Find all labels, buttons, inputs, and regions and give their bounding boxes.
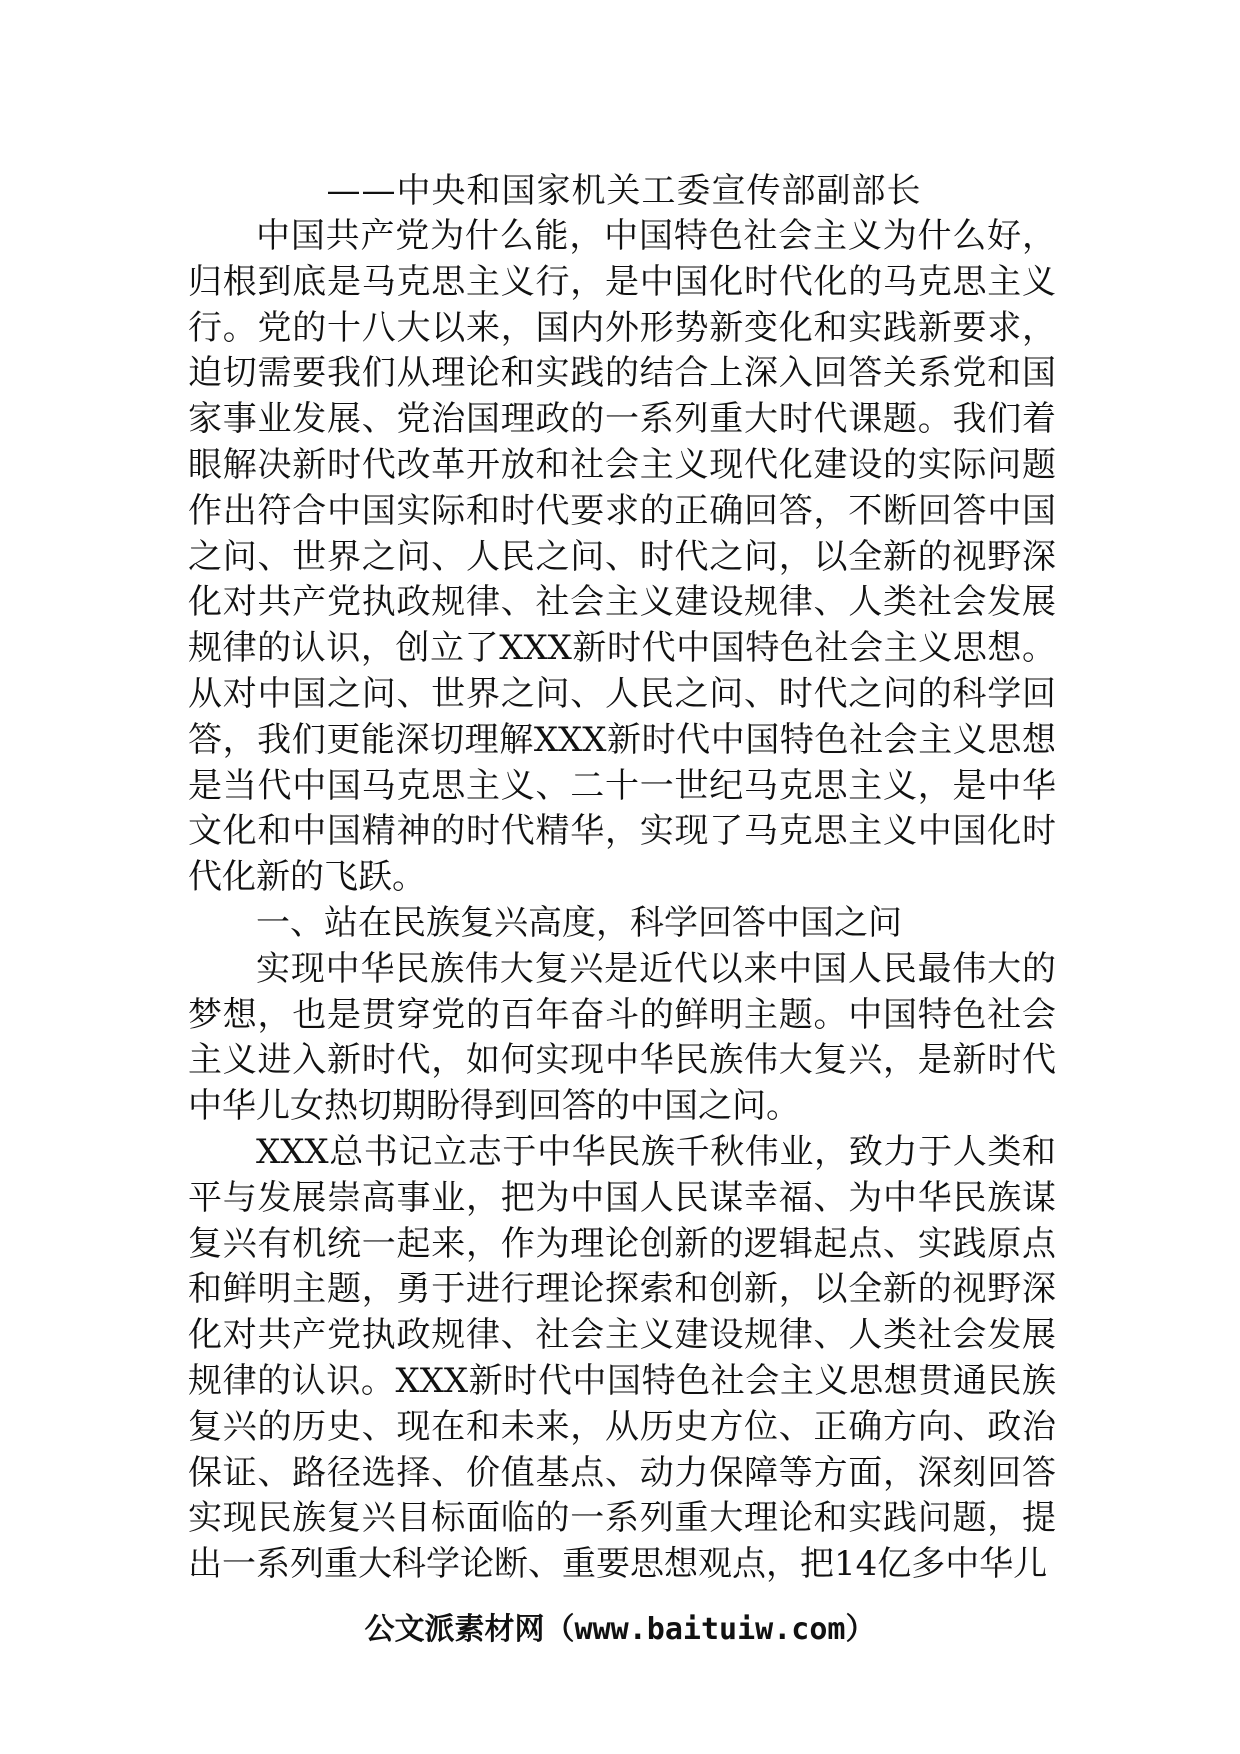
- page-footer-watermark: 公文派素材网（www.baituiw.com）: [364, 1612, 876, 1647]
- document-body: [188, 214, 1056, 1588]
- document-subtitle: ——中央和国家机关工委宣传部副部长: [326, 171, 922, 211]
- paragraph-intro: 中国共产党为什么能，中国特色社会主义为什么好，归根到底是马克思主义行，是中国化时代化的马克思主义行。党的十八大以来，国内外形势新变化和实践新要求，迫切需要我们从理论和实践的结合上深入回答关系党和国家事业发展、党治国理政的一系列重大时代课题。我们着眼解决新时代改革开放和社会主义现代化建设的实际问题作出符合中国实际和时代要求的正确回答，不断回答中国之问、世界之问、人民之问、时代之问，以全新的视野深化对共产党执政规律、社会主义建设规律、人类社会发展规律的认识，创立了XXX新时代中国特色社会主义思想。从对中国之问、世界之问、人民之问、时代之问的科学回答，我们更能深切理解XXX新时代中国特色社会主义思想是当代中国马克思主义、二十一世纪马克思主义，是中华文化和中国精神的时代精华，实现了马克思主义中国化时代化新的飞跃。: [188, 216, 1056, 898]
- paragraph-section1-b: XXX总书记立志于中华民族千秋伟业，致力于人类和平与发展崇高事业，把为中国人民谋幸福、为中华民族谋复兴有机统一起来，作为理论创新的逻辑起点、实践原点和鲜明主题，勇于进行理论探索和创新，以全新的视野深化对共产党执政规律、社会主义建设规律、人类社会发展规律的认识。XXX新时代中国特色社会主义思想贯通民族复兴的历史、现在和未来，从历史方位、正确方向、政治保证、路径选择、价值基点、动力保障等方面，深刻回答实现民族复兴目标面临的一系列重大理论和实践问题，提出一系列重大科学论断、重要思想观点，把14亿多中华儿: [188, 1131, 1056, 1585]
- section-heading-1: 一、站在民族复兴高度，科学回答中国之问: [256, 902, 902, 943]
- paragraph-section1-a: 实现中华民族伟大复兴是近代以来中国人民最伟大的梦想，也是贯穿党的百年奋斗的鲜明主题。中国特色社会主义进入新时代，如何实现中华民族伟大复兴，是新时代中华儿女热切期盼得到回答的中国之问。: [188, 948, 1056, 1127]
